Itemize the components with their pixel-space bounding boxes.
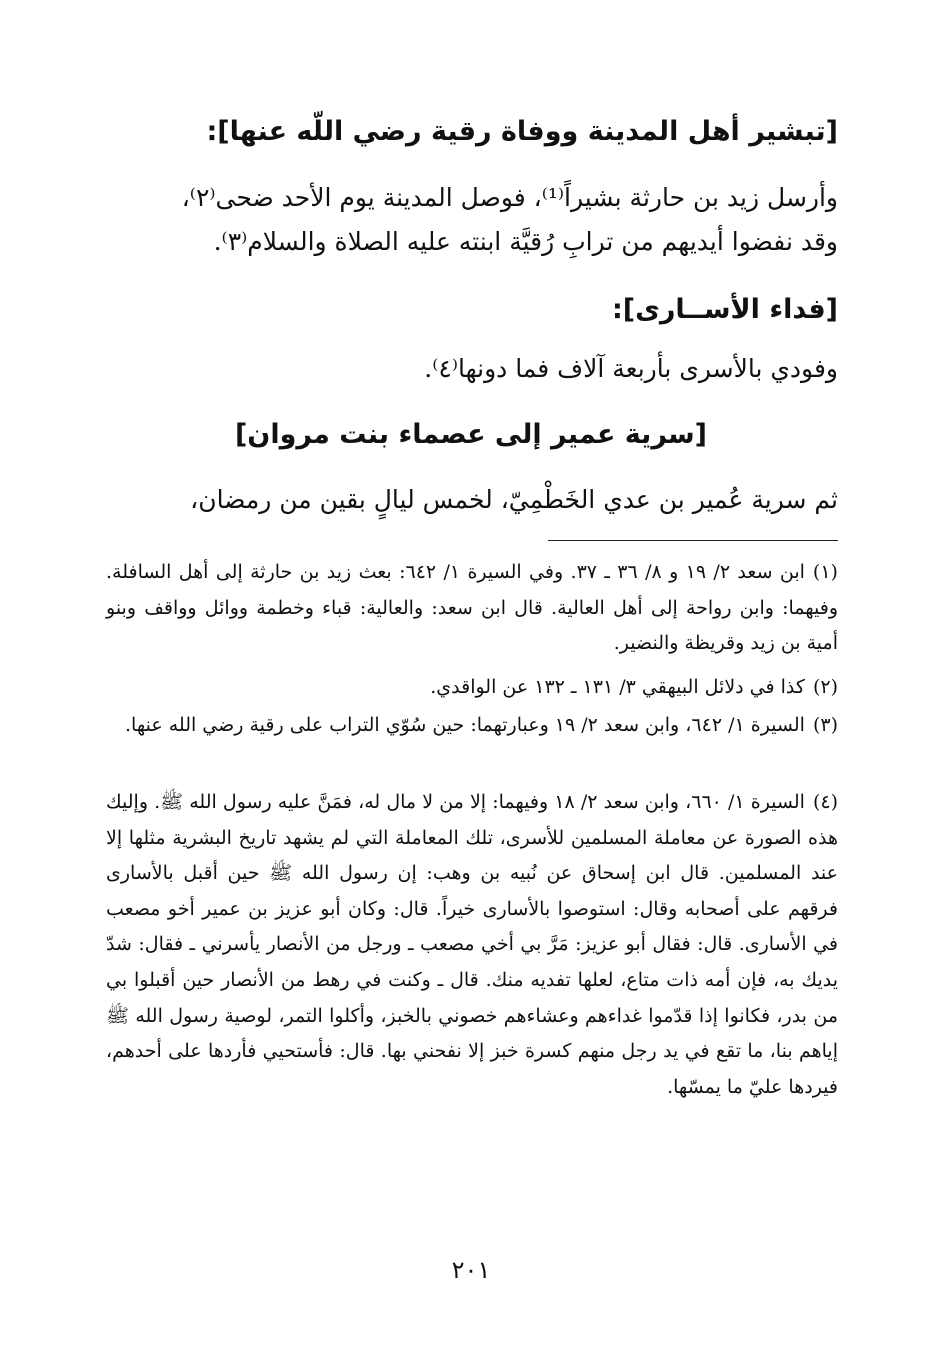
footnote-text: ابن سعد ٢/ ١٩ و ٨/ ٣٦ ـ ٣٧. وفي السيرة ١/ ٦٤٢: بعث زيد بن حارثة إلى أهل السافلة. وفيهما: وابن رواحة إلى أهل العالية. قال ابن سعد: والعالية: قباء وخطمة ووائل وواقف وبنو أمية بن زيد وقريظة والنضير. [106, 561, 838, 655]
footnote-number: (٤) [812, 791, 838, 813]
footnote-4 [106, 785, 838, 1105]
section-heading-sariyya: [سرية عمير إلى عصماء بنت مروان] [234, 419, 708, 450]
footnote-3 [106, 708, 838, 744]
page-number: ٢٠١ [451, 1256, 491, 1284]
footnote-1 [106, 555, 838, 662]
paragraph-line: ثم سرية عُمير بن عدي الخَطْمِيّ، لخمس ليالٍ بقين من رمضان، [190, 485, 838, 514]
footnote-text: السيرة ١/ ٦٦٠، وابن سعد ٢/ ١٨ وفيهما: إلا من لا مال له، فمَنَّ عليه رسول الله ﷺ. وإليك هذه الصورة عن معاملة المسلمين للأسرى، تلك المعاملة التي لم يشهد تاريخ البشرية مثلها إلا عند المسلمين. قال ابن إسحاق عن نُبيه بن وهب: إن رسول الله ﷺ حين أقبل بالأسارى فرقهم على أصحابه وقال: استوصوا بالأسارى خيراً. قال: وكان أبو عزيز بن عمير أخو مصعب في الأسارى. قال: فقال أبو عزيز: مَرَّ بي أخي مصعب ـ ورجل من الأنصار يأسرني ـ فقال: شدّ يديك به، فإن أمه ذات متاع، لعلها تفديه منك. قال ـ وكنت في رهط من الأنصار حين أقبلوا بي من بدر، فكانوا إذا قدّموا غداءهم وعشاءهم خصوني بالخبز، وأكلوا التمر، لوصية رسول الله ﷺ إياهم بنا، ما تقع في يد رجل منهم كسرة خبز إلا نفحني بها. قال: فأستحيي فأردها على أحدهم، فيردها عليّ ما يمسّها. [106, 791, 838, 1098]
paragraph-line: وقد نفضوا أيديهم من ترابِ رُقيَّة ابنته عليه الصلاة والسلام⁽٣⁾. [213, 227, 838, 256]
section-heading-fidaa: [فداء الأســارى]: [611, 294, 838, 325]
paragraph-line: وأرسل زيد بن حارثة بشيراً⁽¹⁾، فوصل المدينة يوم الأحد ضحى⁽٢⁾، [181, 183, 838, 212]
footnote-text: كذا في دلائل البيهقي ٣/ ١٣١ ـ ١٣٢ عن الواقدي. [430, 676, 805, 698]
footnote-2 [106, 670, 838, 706]
paragraph-line: وفودي بالأسرى بأربعة آلاف فما دونها⁽٤⁾. [424, 354, 838, 383]
footnote-number: (٢) [812, 676, 838, 698]
section-heading-tabshir: [تبشير أهل المدينة ووفاة رقية رضي اللّه عنها]: [206, 116, 838, 147]
footnote-text: السيرة ١/ ٦٤٢، وابن سعد ٢/ ١٩ وعبارتهما: حين سُوّي التراب على رقية رضي الله عنها. [125, 714, 805, 736]
footnote-number: (١) [812, 561, 838, 583]
footnote-divider [548, 540, 838, 541]
footnote-number: (٣) [812, 714, 838, 736]
